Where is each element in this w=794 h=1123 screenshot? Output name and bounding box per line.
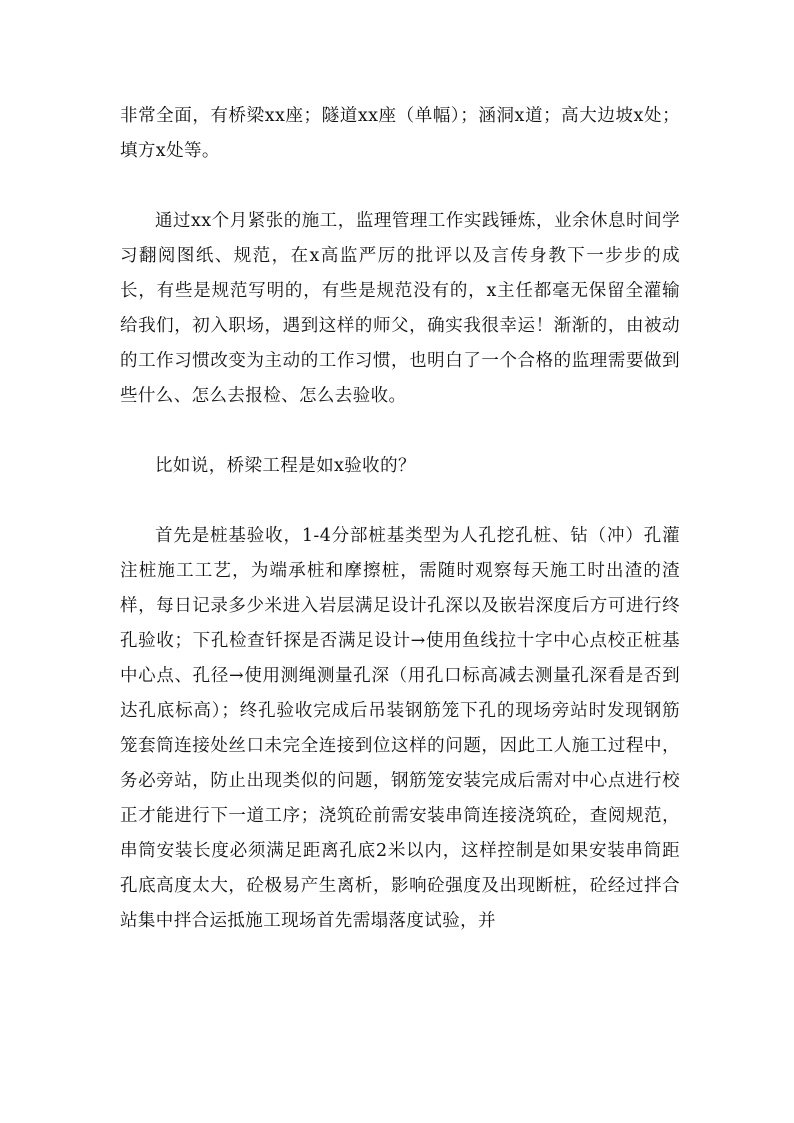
paragraph-question: 比如说，桥梁工程是如x验收的？ xyxy=(155,456,416,476)
paragraph-pile-foundation: 首先是桩基验收，1-4分部桩基类型为人孔挖孔桩、钻（冲）孔灌注桩施工工艺，为端承桩和摩擦桩，需随时观察每天施工时出渣的渣样，每日记录多少米进入岩层满足设计孔深以及嵌岩深度后方可进行终孔验收；下孔检查钎探是否满足设计→使用鱼线拉十字中心点校正桩基中心点、孔径→使用测绳测量孔深（用孔口标高减去测量孔深看是否到达孔底标高）；终孔验收完成后吊装钢筋笼下孔的现场旁站时发现钢筋笼套筒连接处丝口未完全连接到位这样的问题，因此工人施工过程中，务必旁站，防止出现类似的问题，钢筋笼安装完成后需对中心点进行校正才能进行下一道工序；浇筑砼前需安装串筒连接浇筑砼，查阅规范，串筒安装长度必须满足距离孔底2米以内，这样控制是如果安装串筒距孔底高度太大，砼极易产生离析，影响砼强度及出现断桩，砼经过拌合站集中拌合运抵施工现场首先需塌落度试验，并 xyxy=(120,526,680,931)
paragraph-spacer xyxy=(120,484,680,519)
paragraph-spacer xyxy=(120,169,680,204)
paragraph-experience: 通过xx个月紧张的施工，监理管理工作实践锤炼，业余休息时间学习翻阅图纸、规范，在x高监严厉的批评以及言传身教下一步步的成长，有些是规范写明的，有些是规范没有的，x主任都毫无保留全灌输给我们，初入职场，遇到这样的师父，确实我很幸运！渐渐的，由被动的工作习惯改变为主动的工作习惯，也明白了一个合格的监理需要做到些什么、怎么去报检、怎么去验收。 xyxy=(120,211,680,406)
document-body xyxy=(120,99,680,939)
paragraph-intro-summary: 非常全面，有桥梁xx座；隧道xx座（单幅）；涵洞x道；高大边坡x处；填方x处等。 xyxy=(120,106,680,161)
paragraph-spacer xyxy=(120,414,680,449)
